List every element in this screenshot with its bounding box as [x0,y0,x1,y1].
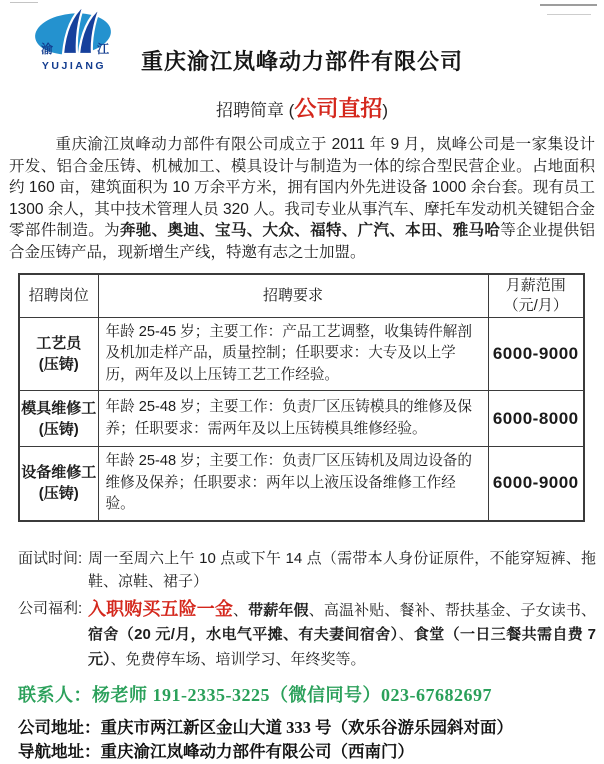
requirements-cell: 年龄 25-48 岁；主要工作：负责厂区压铸机及周边设备的维修及保养；任职要求：两年以上液压设备维修工作经验。 [98,447,488,521]
table-header-row [19,274,584,317]
position-cell [19,447,98,521]
position-name: 设备维修工 [21,464,97,482]
company-address-value: 重庆市两江新区金山大道 333 号（欢乐谷游乐园斜对面） [100,718,513,737]
salary-cell: 6000-8000 [488,391,584,447]
details-section [18,547,596,673]
contact-value: 杨老师 191-2335-3225（微信同号）023-67682697 [92,685,492,705]
yujiang-logo-icon [28,3,120,75]
navigation-address-value: 重庆渝江岚峰动力部件有限公司（西南门） [100,742,414,761]
col-header-salary [488,274,584,317]
contact-line [18,681,596,707]
benefits-text: 入职购买五险一金、带薪年假、高温补贴、餐补、帮扶基金、子女读书、宿舍（20 元/月，水电气平摊、有夫妻间宿舍）、食堂（一日三餐共需自费 7 元）、免费停车场、培训学习、年终奖等。 [88,598,596,668]
address-section [18,716,596,764]
company-address-label: 公司地址： [18,718,101,737]
navigation-address-line [18,740,596,764]
logo-latin-text: YUJIANG [41,60,107,72]
position-cell [19,391,98,447]
col-header-requirements: 招聘要求 [98,274,488,317]
position-name: 模具维修工 [21,399,97,417]
page-subtitle: 招聘简章 (公司直招) [215,96,389,121]
position-cell [19,317,98,391]
table-row [19,447,584,521]
table-row [19,317,584,391]
logo-char-left: 渝 [41,42,54,56]
logo-char-right: 江 [97,42,110,56]
company-title: 重庆渝江岚峰动力部件有限公司 [140,49,463,74]
interview-time-row [18,547,596,594]
position-subtitle: (压铸) [38,420,79,438]
requirements-cell: 年龄 25-45 岁；主要工作：产品工艺调整，收集铸件解剖及机加走样产品，质量控制；任职要求：大专及以上学历，两年及以上压铸工艺工作经验。 [98,317,488,391]
position-subtitle: (压铸) [38,485,79,503]
position-subtitle: (压铸) [38,355,79,373]
col-header-salary-line2: （元/月） [503,296,568,314]
requirements-cell: 年龄 25-48 岁；主要工作：负责厂区压铸模具的维修及保养；任职要求：需两年及以上压铸模具维修经验。 [98,391,488,447]
company-address-line [18,716,596,740]
salary-cell: 6000-9000 [488,447,584,521]
navigation-address-label: 导航地址： [18,742,101,761]
salary-cell: 6000-9000 [488,317,584,391]
benefits-label: 公司福利: [18,599,83,617]
interview-time-text: 周一至周六上午 10 点或下午 14 点（需带本人身份证原件，不能穿短裤、拖鞋、凉鞋、裙子） [88,549,596,590]
interview-time-label: 面试时间: [18,549,83,567]
table-row [19,391,584,447]
col-header-position: 招聘岗位 [19,274,98,317]
benefits-row [18,597,596,673]
position-name: 工艺员 [36,334,82,352]
company-logo [28,3,120,75]
contact-label: 联系人： [18,685,92,705]
scan-artifact [540,4,597,6]
intro-paragraph: 重庆渝江岚峰动力部件有限公司成立于 2011 年 9 月，岚峰公司是一家集设计开发、铝合金压铸、机械加工、模具设计与制造为一体的综合型民营企业。占地面积约 160 亩，建筑面积为 10 万余平方米，拥有国内外先进设备 1000 余台套。现有员工 1300 余人，其中技术管理人员 320 人。我司专业从事汽车、摩托车发动机关键铝合金零部件制造。为奔驰、奥迪、宝马、大众、福特、广汽、本田、雅马哈等企业提供铝合金压铸产品，现新增生产线，特邀有志之士加盟。 [9,136,595,261]
col-header-salary-line1: 月薪范围 [505,276,566,294]
positions-table [18,273,585,522]
scan-artifact [547,14,591,15]
